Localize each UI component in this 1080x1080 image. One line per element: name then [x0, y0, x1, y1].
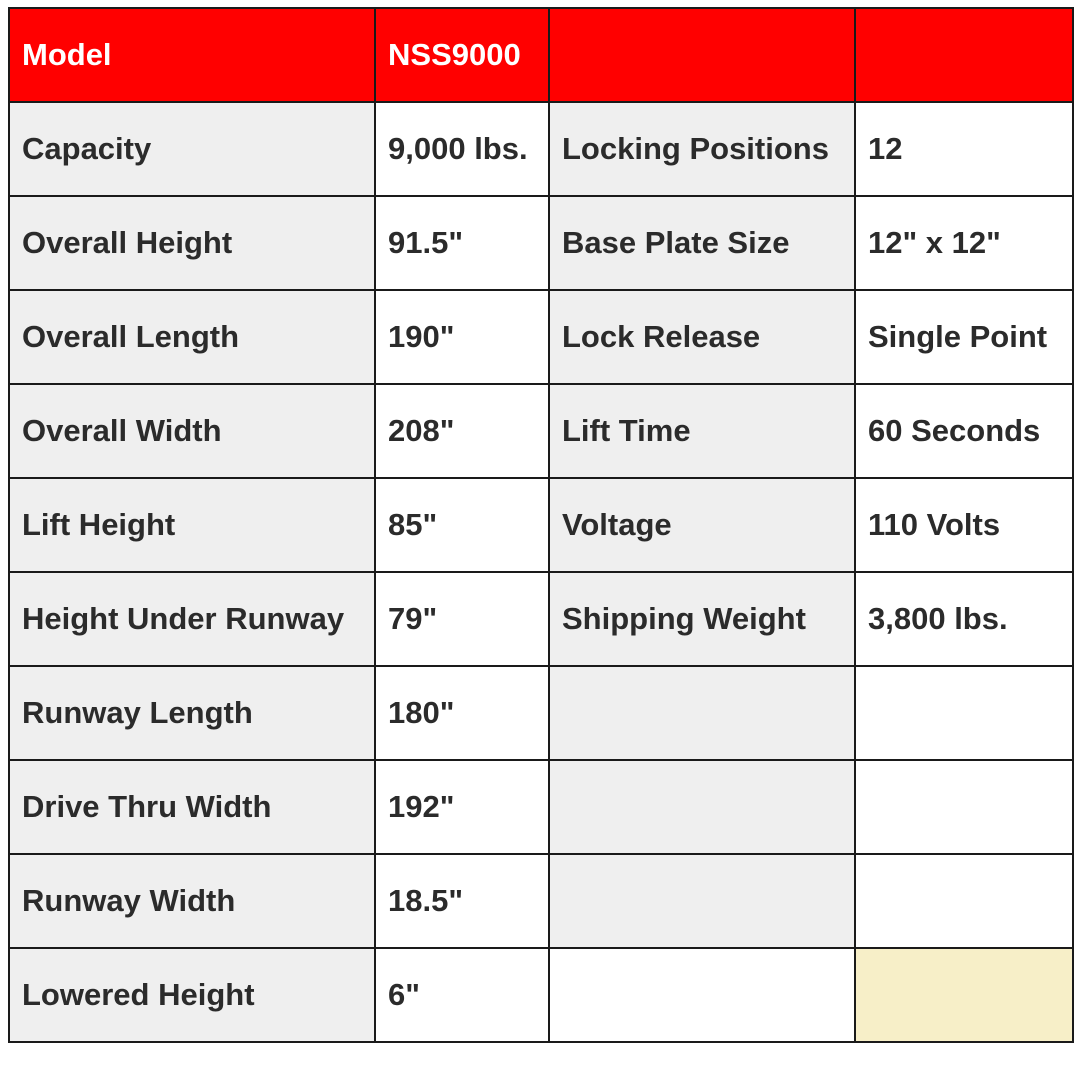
spec-label: Lock Release [549, 290, 855, 384]
spec-label-empty [549, 666, 855, 760]
spec-value: 110 Volts [855, 478, 1073, 572]
table-row [9, 196, 1073, 290]
spec-label: Overall Height [9, 196, 375, 290]
spec-value: 180" [375, 666, 549, 760]
spec-label: Drive Thru Width [9, 760, 375, 854]
spec-label: Shipping Weight [549, 572, 855, 666]
header-cell-empty [855, 8, 1073, 102]
spec-table-container [8, 7, 1072, 1043]
table-row [9, 948, 1073, 1042]
spec-label: Lift Height [9, 478, 375, 572]
spec-value: 91.5" [375, 196, 549, 290]
spec-label: Height Under Runway [9, 572, 375, 666]
highlighted-empty-cell [855, 948, 1073, 1042]
spec-value: 192" [375, 760, 549, 854]
spec-value-empty [855, 760, 1073, 854]
table-row [9, 760, 1073, 854]
spec-label: Overall Length [9, 290, 375, 384]
spec-value: 9,000 lbs. [375, 102, 549, 196]
spec-value: 12" x 12" [855, 196, 1073, 290]
spec-label: Capacity [9, 102, 375, 196]
spec-table [8, 7, 1074, 1043]
spec-value: 208" [375, 384, 549, 478]
header-cell-model-value: NSS9000 [375, 8, 549, 102]
spec-value-empty [855, 854, 1073, 948]
spec-label: Runway Length [9, 666, 375, 760]
spec-label: Locking Positions [549, 102, 855, 196]
spec-value: 18.5" [375, 854, 549, 948]
table-row [9, 666, 1073, 760]
table-row [9, 102, 1073, 196]
spec-value: 12 [855, 102, 1073, 196]
spec-value-empty [855, 666, 1073, 760]
spec-value: 79" [375, 572, 549, 666]
spec-label: Voltage [549, 478, 855, 572]
header-cell-model-label: Model [9, 8, 375, 102]
spec-label: Lowered Height [9, 948, 375, 1042]
spec-label-empty [549, 854, 855, 948]
spec-label: Base Plate Size [549, 196, 855, 290]
spec-label: Runway Width [9, 854, 375, 948]
spec-value-empty [549, 948, 855, 1042]
table-row [9, 854, 1073, 948]
spec-value: 190" [375, 290, 549, 384]
spec-label: Lift Time [549, 384, 855, 478]
header-row [9, 8, 1073, 102]
spec-value: 3,800 lbs. [855, 572, 1073, 666]
table-row [9, 384, 1073, 478]
table-row [9, 572, 1073, 666]
spec-value: 6" [375, 948, 549, 1042]
spec-label-empty [549, 760, 855, 854]
spec-value: Single Point [855, 290, 1073, 384]
table-row [9, 290, 1073, 384]
table-row [9, 478, 1073, 572]
spec-value: 60 Seconds [855, 384, 1073, 478]
spec-value: 85" [375, 478, 549, 572]
header-cell-empty [549, 8, 855, 102]
spec-label: Overall Width [9, 384, 375, 478]
